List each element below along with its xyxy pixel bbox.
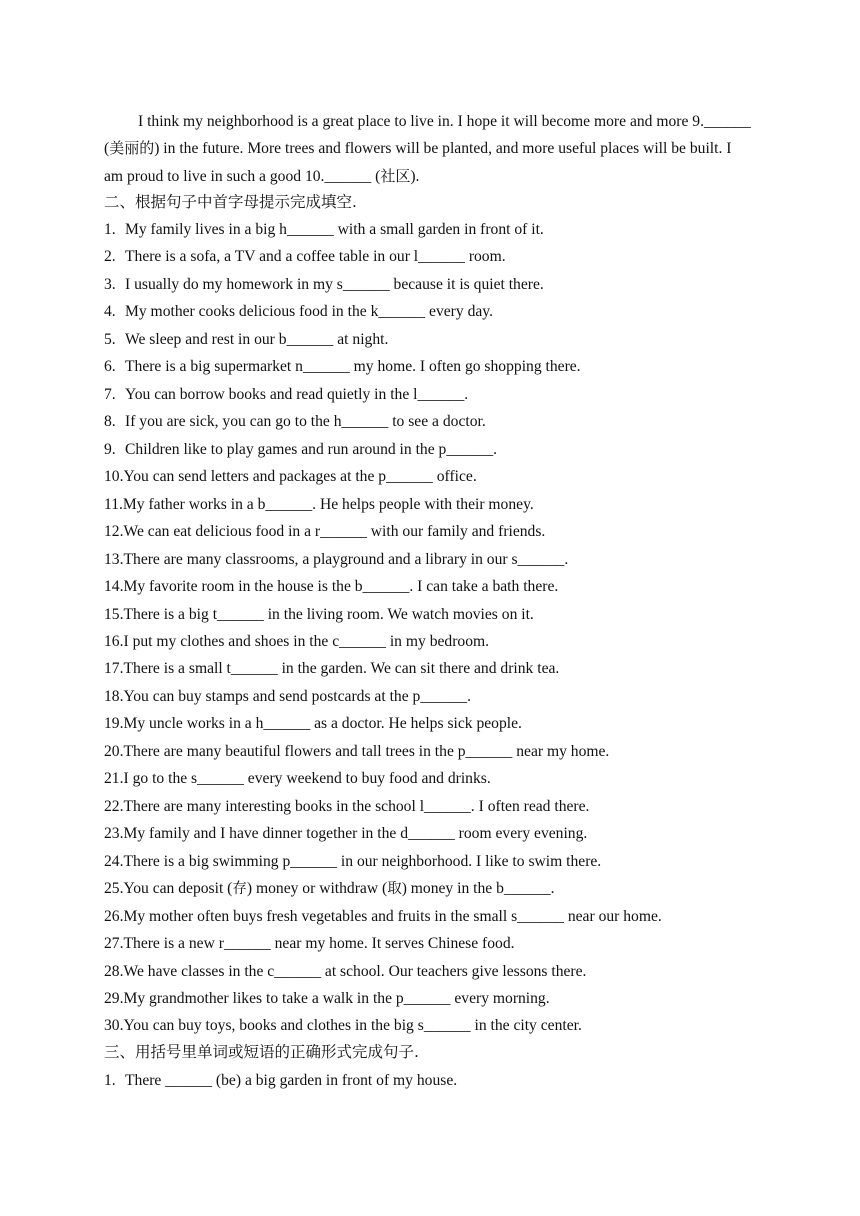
section-3-heading: 三、用括号里单词或短语的正确形式完成句子. bbox=[104, 1043, 419, 1061]
question-text: There are many classrooms, a playground and a library in our s______. bbox=[123, 551, 569, 568]
question-item bbox=[104, 329, 824, 351]
question-number: 4. bbox=[104, 303, 116, 320]
question-item bbox=[104, 356, 824, 378]
question-number: 20. bbox=[104, 743, 124, 760]
question-number: 21. bbox=[104, 770, 124, 787]
question-text: You can buy stamps and send postcards at the p______. bbox=[123, 688, 472, 705]
question-number: 1. bbox=[104, 221, 116, 238]
question-text: My mother often buys fresh vegetables and fruits in the small s______ near our home. bbox=[123, 908, 662, 925]
passage-paragraph bbox=[104, 108, 754, 190]
question-number: 24. bbox=[104, 853, 124, 870]
question-text: I put my clothes and shoes in the c______ in my bedroom. bbox=[123, 633, 490, 650]
question-item bbox=[104, 906, 824, 928]
question-item bbox=[104, 933, 824, 955]
question-number: 10. bbox=[104, 468, 124, 485]
question-item bbox=[104, 521, 824, 543]
passage-cn-hint-beautiful: 美丽的 bbox=[109, 139, 155, 158]
question-text: We sleep and rest in our b______ at night. bbox=[125, 331, 389, 348]
question-number: 26. bbox=[104, 908, 124, 925]
question-number: 29. bbox=[104, 990, 124, 1007]
question-item bbox=[104, 796, 824, 818]
section-2-heading: 二、根据句子中首字母提示完成填空. bbox=[104, 193, 357, 211]
question-item bbox=[104, 878, 824, 900]
question-text: My grandmother likes to take a walk in the p______ every morning. bbox=[123, 990, 550, 1007]
question-number: 3. bbox=[104, 276, 116, 293]
question-item bbox=[104, 631, 824, 653]
question-number: 12. bbox=[104, 523, 124, 540]
question-number: 9. bbox=[104, 441, 116, 458]
question-item bbox=[104, 961, 824, 983]
question-number: 11. bbox=[104, 496, 123, 513]
question-number: 13. bbox=[104, 551, 124, 568]
question-number: 18. bbox=[104, 688, 124, 705]
question-text: You can buy toys, books and clothes in the big s______ in the city center. bbox=[123, 1017, 582, 1034]
question-text: There is a big supermarket n______ my home. I often go shopping there. bbox=[125, 358, 581, 375]
passage-text-a: I think my neighborhood is a great place to live in. I hope it will become more and more 9.______ ( bbox=[104, 113, 751, 158]
question-item bbox=[104, 768, 824, 790]
passage-text-c: ). bbox=[410, 167, 420, 185]
question-number: 23. bbox=[104, 825, 124, 842]
question-text: Children like to play games and run around in the p______. bbox=[125, 441, 498, 458]
question-item bbox=[104, 219, 824, 241]
question-item bbox=[104, 1070, 824, 1092]
question-item bbox=[104, 411, 824, 433]
question-text: There is a new r______ near my home. It serves Chinese food. bbox=[123, 935, 515, 952]
question-item bbox=[104, 439, 824, 461]
question-number: 5. bbox=[104, 331, 116, 348]
question-text: We can eat delicious food in a r______ with our family and friends. bbox=[123, 523, 546, 540]
question-text: My father works in a b______. He helps people with their money. bbox=[122, 496, 534, 513]
question-text: My family and I have dinner together in the d______ room every evening. bbox=[123, 825, 588, 842]
question-item bbox=[104, 494, 824, 516]
question-text: There ______ (be) a big garden in front of my house. bbox=[125, 1072, 458, 1089]
question-text: My uncle works in a h______ as a doctor. He helps sick people. bbox=[123, 715, 522, 732]
passage-cn-hint-community: 社区 bbox=[380, 166, 411, 185]
question-item bbox=[104, 851, 824, 873]
question-text: There is a big swimming p______ in our neighborhood. I like to swim there. bbox=[123, 853, 602, 870]
question-number: 28. bbox=[104, 963, 124, 980]
question-text: There are many beautiful flowers and tall trees in the p______ near my home. bbox=[123, 743, 610, 760]
question-number: 14. bbox=[104, 578, 124, 595]
question-item bbox=[104, 741, 824, 763]
question-item bbox=[104, 549, 824, 571]
question-number: 8. bbox=[104, 413, 116, 430]
question-cn-hint-deposit: 存 bbox=[232, 881, 247, 897]
question-item bbox=[104, 713, 824, 735]
question-text: If you are sick, you can go to the h______ to see a doctor. bbox=[125, 413, 486, 430]
question-item bbox=[104, 246, 824, 268]
question-item bbox=[104, 988, 824, 1010]
question-item bbox=[104, 604, 824, 626]
question-item bbox=[104, 466, 824, 488]
question-item bbox=[104, 686, 824, 708]
question-text: My favorite room in the house is the b______. I can take a bath there. bbox=[123, 578, 559, 595]
question-text: There is a sofa, a TV and a coffee table in our l______ room. bbox=[125, 248, 506, 265]
question-number: 2. bbox=[104, 248, 116, 265]
question-text-a: You can deposit ( bbox=[123, 880, 233, 897]
question-number: 1. bbox=[104, 1072, 116, 1089]
question-text: There is a small t______ in the garden. We can sit there and drink tea. bbox=[123, 660, 560, 677]
question-number: 16. bbox=[104, 633, 124, 650]
question-number: 7. bbox=[104, 386, 116, 403]
question-number: 17. bbox=[104, 660, 124, 677]
question-text: My mother cooks delicious food in the k______ every day. bbox=[125, 303, 493, 320]
question-number: 6. bbox=[104, 358, 116, 375]
question-item bbox=[104, 274, 824, 296]
question-text-c: ) money in the b______. bbox=[401, 880, 555, 897]
question-text: My family lives in a big h______ with a small garden in front of it. bbox=[125, 221, 544, 238]
question-item bbox=[104, 301, 824, 323]
question-number: 22. bbox=[104, 798, 124, 815]
question-number: 25. bbox=[104, 880, 124, 897]
question-number: 15. bbox=[104, 606, 124, 623]
question-item bbox=[104, 823, 824, 845]
question-text: I go to the s______ every weekend to buy food and drinks. bbox=[123, 770, 491, 787]
question-item bbox=[104, 658, 824, 680]
question-text: There are many interesting books in the school l______. I often read there. bbox=[123, 798, 590, 815]
question-text: There is a big t______ in the living room. We watch movies on it. bbox=[123, 606, 534, 623]
question-text: I usually do my homework in my s______ because it is quiet there. bbox=[125, 276, 544, 293]
question-item bbox=[104, 1015, 824, 1037]
question-number: 30. bbox=[104, 1017, 124, 1034]
question-cn-hint-withdraw: 取 bbox=[387, 881, 402, 897]
question-text: We have classes in the c______ at school. Our teachers give lessons there. bbox=[123, 963, 587, 980]
question-number: 19. bbox=[104, 715, 124, 732]
passage-text-b: ) in the future. More trees and flowers will be planted, and more useful places will be built. I am proud to live in such a good 10.______ ( bbox=[104, 140, 732, 185]
question-item bbox=[104, 576, 824, 598]
question-number: 27. bbox=[104, 935, 124, 952]
question-text-b: ) money or withdraw ( bbox=[246, 880, 388, 897]
question-item bbox=[104, 384, 824, 406]
question-text: You can send letters and packages at the p______ office. bbox=[123, 468, 477, 485]
question-text: You can borrow books and read quietly in the l______. bbox=[125, 386, 469, 403]
